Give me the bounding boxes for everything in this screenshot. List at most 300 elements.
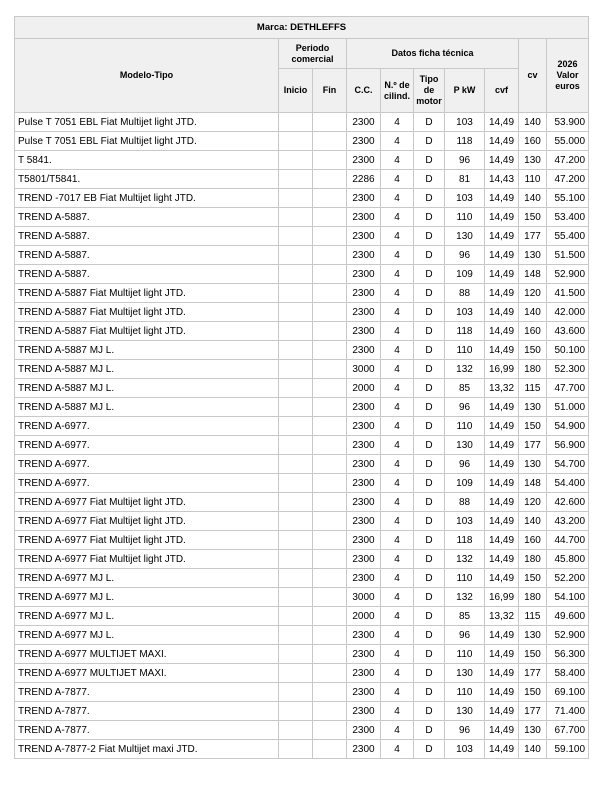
row-kw: 85 — [445, 607, 485, 626]
row-cvf: 14,49 — [485, 436, 519, 455]
row-cv: 140 — [519, 189, 547, 208]
table-row — [15, 132, 589, 151]
row-cv: 140 — [519, 740, 547, 759]
row-cylinders: 4 — [381, 170, 414, 189]
row-cylinders: 4 — [381, 626, 414, 645]
row-cc: 2000 — [347, 379, 381, 398]
price-table — [14, 16, 589, 759]
row-cylinders: 4 — [381, 189, 414, 208]
row-cvf: 14,49 — [485, 455, 519, 474]
row-cvf: 14,49 — [485, 189, 519, 208]
row-cylinders: 4 — [381, 322, 414, 341]
row-kw: 110 — [445, 645, 485, 664]
row-cv: 150 — [519, 208, 547, 227]
row-cv: 130 — [519, 151, 547, 170]
row-price: 47.200 — [547, 170, 589, 189]
row-cylinders: 4 — [381, 265, 414, 284]
row-price: 54.400 — [547, 474, 589, 493]
row-end — [313, 607, 347, 626]
row-cc: 2300 — [347, 645, 381, 664]
brand-title: Marca: DETHLEFFS — [15, 17, 589, 39]
row-start — [279, 664, 313, 683]
row-motor-type: D — [414, 303, 445, 322]
row-cylinders: 4 — [381, 208, 414, 227]
row-kw: 103 — [445, 303, 485, 322]
row-cvf: 14,49 — [485, 322, 519, 341]
row-cc: 2300 — [347, 740, 381, 759]
row-cvf: 14,49 — [485, 341, 519, 360]
row-cylinders: 4 — [381, 417, 414, 436]
row-end — [313, 417, 347, 436]
header-kw: P kW — [445, 69, 485, 113]
row-model: TREND A-6977 Fiat Multijet light JTD. — [15, 531, 279, 550]
row-start — [279, 740, 313, 759]
row-start — [279, 702, 313, 721]
row-end — [313, 208, 347, 227]
row-motor-type: D — [414, 398, 445, 417]
row-start — [279, 436, 313, 455]
row-cv: 180 — [519, 550, 547, 569]
row-price: 51.000 — [547, 398, 589, 417]
row-motor-type: D — [414, 569, 445, 588]
row-end — [313, 189, 347, 208]
header-end: Fin — [313, 69, 347, 113]
row-end — [313, 645, 347, 664]
row-cc: 2300 — [347, 322, 381, 341]
row-kw: 88 — [445, 493, 485, 512]
row-cc: 2300 — [347, 512, 381, 531]
row-start — [279, 474, 313, 493]
row-start — [279, 607, 313, 626]
table-row — [15, 246, 589, 265]
table-row — [15, 322, 589, 341]
row-end — [313, 569, 347, 588]
row-end — [313, 341, 347, 360]
row-end — [313, 360, 347, 379]
row-start — [279, 626, 313, 645]
table-row — [15, 607, 589, 626]
row-cv: 130 — [519, 455, 547, 474]
row-price: 49.600 — [547, 607, 589, 626]
row-kw: 109 — [445, 474, 485, 493]
row-cc: 2000 — [347, 607, 381, 626]
row-kw: 130 — [445, 702, 485, 721]
row-cvf: 14,43 — [485, 170, 519, 189]
row-kw: 110 — [445, 341, 485, 360]
row-price: 54.700 — [547, 455, 589, 474]
table-row — [15, 740, 589, 759]
row-cc: 2300 — [347, 702, 381, 721]
row-cv: 150 — [519, 417, 547, 436]
row-start — [279, 455, 313, 474]
row-cc: 2300 — [347, 189, 381, 208]
row-start — [279, 341, 313, 360]
row-start — [279, 550, 313, 569]
row-cvf: 14,49 — [485, 227, 519, 246]
row-model: TREND A-6977 Fiat Multijet light JTD. — [15, 512, 279, 531]
row-price: 53.400 — [547, 208, 589, 227]
row-motor-type: D — [414, 607, 445, 626]
row-model: TREND A-6977. — [15, 474, 279, 493]
row-cv: 177 — [519, 664, 547, 683]
table-row — [15, 721, 589, 740]
row-model: TREND A-5887 Fiat Multijet light JTD. — [15, 322, 279, 341]
row-price: 43.200 — [547, 512, 589, 531]
row-motor-type: D — [414, 702, 445, 721]
row-start — [279, 265, 313, 284]
row-price: 42.000 — [547, 303, 589, 322]
row-end — [313, 683, 347, 702]
row-end — [313, 531, 347, 550]
row-cylinders: 4 — [381, 436, 414, 455]
row-motor-type: D — [414, 550, 445, 569]
row-cc: 3000 — [347, 588, 381, 607]
header-cc: C.C. — [347, 69, 381, 113]
row-price: 69.100 — [547, 683, 589, 702]
row-kw: 132 — [445, 360, 485, 379]
header-start: Inicio — [279, 69, 313, 113]
header-cvf: cvf — [485, 69, 519, 113]
row-motor-type: D — [414, 246, 445, 265]
table-row — [15, 341, 589, 360]
row-model: TREND A-5887 Fiat Multijet light JTD. — [15, 284, 279, 303]
row-cc: 2300 — [347, 436, 381, 455]
row-start — [279, 322, 313, 341]
row-model: TREND A-6977. — [15, 436, 279, 455]
row-start — [279, 284, 313, 303]
row-cc: 3000 — [347, 360, 381, 379]
row-cylinders: 4 — [381, 493, 414, 512]
row-model: TREND A-7877-2 Fiat Multijet maxi JTD. — [15, 740, 279, 759]
row-motor-type: D — [414, 588, 445, 607]
row-cv: 110 — [519, 170, 547, 189]
row-model: TREND A-5887. — [15, 246, 279, 265]
row-start — [279, 379, 313, 398]
header-value: 2026 Valor euros — [547, 39, 589, 113]
header-cv: cv — [519, 39, 547, 113]
row-cvf: 14,49 — [485, 474, 519, 493]
row-motor-type: D — [414, 664, 445, 683]
row-kw: 118 — [445, 322, 485, 341]
row-start — [279, 398, 313, 417]
row-model: TREND A-5887 MJ L. — [15, 398, 279, 417]
table-row — [15, 189, 589, 208]
row-cvf: 14,49 — [485, 113, 519, 132]
table-row — [15, 170, 589, 189]
row-cylinders: 4 — [381, 683, 414, 702]
row-kw: 88 — [445, 284, 485, 303]
table-row — [15, 664, 589, 683]
row-cvf: 14,49 — [485, 151, 519, 170]
row-cv: 130 — [519, 721, 547, 740]
row-kw: 103 — [445, 512, 485, 531]
row-kw: 132 — [445, 550, 485, 569]
row-cylinders: 4 — [381, 702, 414, 721]
row-cylinders: 4 — [381, 303, 414, 322]
row-cylinders: 4 — [381, 531, 414, 550]
row-cv: 140 — [519, 303, 547, 322]
row-model: TREND A-7877. — [15, 702, 279, 721]
table-row — [15, 493, 589, 512]
row-cc: 2300 — [347, 664, 381, 683]
row-kw: 130 — [445, 227, 485, 246]
row-motor-type: D — [414, 721, 445, 740]
row-model: TREND A-7877. — [15, 721, 279, 740]
header-model: Modelo-Tipo — [15, 39, 279, 113]
row-start — [279, 683, 313, 702]
row-motor-type: D — [414, 189, 445, 208]
row-model: TREND A-6977 MJ L. — [15, 607, 279, 626]
row-cv: 150 — [519, 569, 547, 588]
table-row — [15, 284, 589, 303]
row-cv: 150 — [519, 645, 547, 664]
row-start — [279, 531, 313, 550]
row-cylinders: 4 — [381, 607, 414, 626]
row-kw: 103 — [445, 740, 485, 759]
row-price: 55.100 — [547, 189, 589, 208]
table-row — [15, 265, 589, 284]
row-kw: 103 — [445, 189, 485, 208]
row-cv: 180 — [519, 360, 547, 379]
row-motor-type: D — [414, 341, 445, 360]
row-price: 50.100 — [547, 341, 589, 360]
row-cylinders: 4 — [381, 550, 414, 569]
row-kw: 110 — [445, 208, 485, 227]
row-kw: 118 — [445, 531, 485, 550]
row-price: 67.700 — [547, 721, 589, 740]
row-end — [313, 170, 347, 189]
table-row — [15, 645, 589, 664]
row-start — [279, 569, 313, 588]
row-cylinders: 4 — [381, 645, 414, 664]
row-cvf: 14,49 — [485, 265, 519, 284]
row-cvf: 13,32 — [485, 607, 519, 626]
row-cvf: 14,49 — [485, 531, 519, 550]
row-price: 71.400 — [547, 702, 589, 721]
row-model: TREND A-6977 MULTIJET MAXI. — [15, 645, 279, 664]
row-price: 52.900 — [547, 265, 589, 284]
row-motor-type: D — [414, 626, 445, 645]
row-start — [279, 588, 313, 607]
row-kw: 130 — [445, 664, 485, 683]
row-cvf: 14,49 — [485, 208, 519, 227]
row-cv: 148 — [519, 265, 547, 284]
table-row — [15, 683, 589, 702]
row-model: TREND A-6977. — [15, 417, 279, 436]
row-cvf: 14,49 — [485, 246, 519, 265]
row-start — [279, 132, 313, 151]
row-cv: 177 — [519, 227, 547, 246]
row-cylinders: 4 — [381, 455, 414, 474]
row-price: 54.100 — [547, 588, 589, 607]
row-price: 47.700 — [547, 379, 589, 398]
row-price: 41.500 — [547, 284, 589, 303]
row-motor-type: D — [414, 379, 445, 398]
table-row — [15, 702, 589, 721]
row-end — [313, 246, 347, 265]
row-cvf: 14,49 — [485, 569, 519, 588]
row-cylinders: 4 — [381, 246, 414, 265]
row-cv: 177 — [519, 702, 547, 721]
row-price: 44.700 — [547, 531, 589, 550]
row-cvf: 14,49 — [485, 132, 519, 151]
row-price: 52.300 — [547, 360, 589, 379]
row-end — [313, 284, 347, 303]
row-cylinders: 4 — [381, 284, 414, 303]
row-cc: 2300 — [347, 208, 381, 227]
row-cylinders: 4 — [381, 569, 414, 588]
row-kw: 109 — [445, 265, 485, 284]
row-cylinders: 4 — [381, 512, 414, 531]
table-row — [15, 417, 589, 436]
row-kw: 130 — [445, 436, 485, 455]
row-cylinders: 4 — [381, 379, 414, 398]
row-price: 45.800 — [547, 550, 589, 569]
row-end — [313, 550, 347, 569]
row-end — [313, 113, 347, 132]
header-motor-type: Tipo de motor — [414, 69, 445, 113]
row-kw: 96 — [445, 626, 485, 645]
row-motor-type: D — [414, 151, 445, 170]
row-cv: 140 — [519, 512, 547, 531]
row-end — [313, 132, 347, 151]
row-cvf: 14,49 — [485, 721, 519, 740]
row-price: 52.200 — [547, 569, 589, 588]
row-motor-type: D — [414, 645, 445, 664]
row-motor-type: D — [414, 512, 445, 531]
row-model: TREND A-5887 MJ L. — [15, 379, 279, 398]
row-start — [279, 360, 313, 379]
row-start — [279, 493, 313, 512]
row-motor-type: D — [414, 531, 445, 550]
row-start — [279, 303, 313, 322]
row-start — [279, 246, 313, 265]
row-model: TREND A-6977 MULTIJET MAXI. — [15, 664, 279, 683]
row-cvf: 16,99 — [485, 588, 519, 607]
row-cc: 2300 — [347, 303, 381, 322]
row-kw: 96 — [445, 721, 485, 740]
row-model: TREND A-7877. — [15, 683, 279, 702]
row-cylinders: 4 — [381, 740, 414, 759]
row-motor-type: D — [414, 436, 445, 455]
row-cc: 2300 — [347, 417, 381, 436]
table-row — [15, 531, 589, 550]
row-kw: 110 — [445, 683, 485, 702]
row-motor-type: D — [414, 113, 445, 132]
row-cc: 2300 — [347, 227, 381, 246]
row-cv: 160 — [519, 322, 547, 341]
row-start — [279, 721, 313, 740]
row-end — [313, 398, 347, 417]
row-cylinders: 4 — [381, 398, 414, 417]
row-cylinders: 4 — [381, 474, 414, 493]
row-cvf: 14,49 — [485, 550, 519, 569]
row-start — [279, 170, 313, 189]
row-cv: 120 — [519, 493, 547, 512]
row-model: TREND A-6977 MJ L. — [15, 588, 279, 607]
row-model: TREND A-5887 Fiat Multijet light JTD. — [15, 303, 279, 322]
row-cc: 2300 — [347, 113, 381, 132]
row-end — [313, 740, 347, 759]
row-cv: 150 — [519, 683, 547, 702]
row-cc: 2300 — [347, 341, 381, 360]
row-motor-type: D — [414, 360, 445, 379]
row-start — [279, 417, 313, 436]
row-model: TREND A-6977 MJ L. — [15, 569, 279, 588]
row-cv: 160 — [519, 132, 547, 151]
row-cvf: 14,49 — [485, 493, 519, 512]
row-start — [279, 113, 313, 132]
row-kw: 96 — [445, 246, 485, 265]
table-row — [15, 626, 589, 645]
row-model: TREND A-5887 MJ L. — [15, 360, 279, 379]
table-row — [15, 379, 589, 398]
row-cv: 160 — [519, 531, 547, 550]
row-cv: 120 — [519, 284, 547, 303]
table-row — [15, 512, 589, 531]
row-end — [313, 512, 347, 531]
row-cvf: 14,49 — [485, 512, 519, 531]
row-cc: 2300 — [347, 474, 381, 493]
row-end — [313, 664, 347, 683]
row-cc: 2300 — [347, 493, 381, 512]
row-cc: 2300 — [347, 626, 381, 645]
row-cv: 115 — [519, 607, 547, 626]
row-cc: 2300 — [347, 265, 381, 284]
row-end — [313, 227, 347, 246]
row-cvf: 14,49 — [485, 702, 519, 721]
table-row — [15, 113, 589, 132]
row-end — [313, 303, 347, 322]
row-cv: 140 — [519, 113, 547, 132]
row-cc: 2300 — [347, 721, 381, 740]
row-kw: 96 — [445, 455, 485, 474]
row-price: 53.900 — [547, 113, 589, 132]
table-row — [15, 398, 589, 417]
row-motor-type: D — [414, 474, 445, 493]
header-period: Periodo comercial — [279, 39, 347, 69]
row-motor-type: D — [414, 208, 445, 227]
row-end — [313, 265, 347, 284]
row-cvf: 14,49 — [485, 417, 519, 436]
table-row — [15, 360, 589, 379]
row-motor-type: D — [414, 132, 445, 151]
row-motor-type: D — [414, 455, 445, 474]
row-motor-type: D — [414, 683, 445, 702]
row-price: 59.100 — [547, 740, 589, 759]
row-motor-type: D — [414, 417, 445, 436]
row-end — [313, 721, 347, 740]
row-model: TREND A-6977 MJ L. — [15, 626, 279, 645]
row-cv: 115 — [519, 379, 547, 398]
row-cv: 177 — [519, 436, 547, 455]
row-motor-type: D — [414, 493, 445, 512]
row-kw: 96 — [445, 398, 485, 417]
header-tech: Datos ficha técnica — [347, 39, 519, 69]
row-cc: 2300 — [347, 284, 381, 303]
row-cvf: 14,49 — [485, 303, 519, 322]
row-cc: 2300 — [347, 550, 381, 569]
row-price: 51.500 — [547, 246, 589, 265]
row-cc: 2300 — [347, 246, 381, 265]
row-cc: 2300 — [347, 151, 381, 170]
row-model: TREND A-5887. — [15, 227, 279, 246]
row-model: TREND A-5887. — [15, 265, 279, 284]
row-start — [279, 645, 313, 664]
row-cylinders: 4 — [381, 664, 414, 683]
row-motor-type: D — [414, 322, 445, 341]
row-cvf: 14,49 — [485, 645, 519, 664]
